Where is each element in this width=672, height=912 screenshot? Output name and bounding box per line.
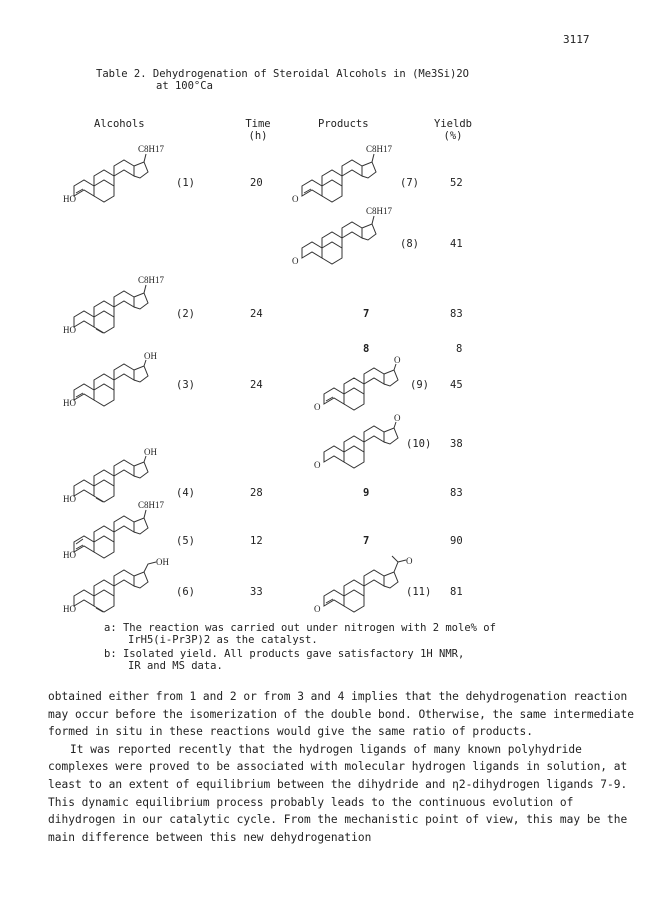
product-11-structure [310, 556, 430, 626]
time-3: 24 [250, 379, 263, 391]
o-label-p11: O [314, 604, 321, 614]
paragraph-1: obtained either from 1 and 2 or from 3 and 4 implies that the dehydrogenation reaction may occur before the isomerization of the double bond. Otherwise, the same intermediate formed in situ in these reactions would give the same ratio of products. [48, 690, 634, 739]
ho-label-a2: HO [63, 325, 76, 335]
paragraph-2: It was reported recently that the hydrogen ligands of many known polyhydride complexes were proved to be associated with molecular hydrogen ligands in solution, at least to an extent of equilibrium between the dihydride and η2-dihydrogen ligands 7-9. This dynamic equilibrium process probably leads to the continuous evolution of dihydrogen in our catalytic cycle. From the mechanistic point of view, this may be the main difference between this new dehydrogenation [48, 742, 628, 844]
product-9-label: (9) [410, 379, 429, 391]
o-label-p8: O [292, 256, 299, 266]
table-caption-line2: at 100°Ca [156, 80, 213, 92]
yield-2: 41 [450, 238, 463, 250]
c8h17-label: C8H17 [138, 144, 165, 154]
alcohol-1-structure [60, 146, 180, 216]
o-label-p9: O [314, 402, 321, 412]
header-yield [430, 118, 476, 142]
ho-label-a6: HO [63, 604, 76, 614]
product-10-label: (10) [406, 438, 432, 450]
footnote-a-line2: IrH5(i-Pr3P)2 as the catalyst. [128, 634, 318, 646]
time-2: 24 [250, 308, 263, 320]
c8h17-label-a5: C8H17 [138, 500, 165, 510]
product-ref-8: 8 [363, 343, 370, 355]
footnote-b-line1: b: Isolated yield. All products gave satisfactory 1H NMR, [104, 648, 465, 660]
footnote-b-line2: IR and MS data. [128, 660, 223, 672]
product-10-structure [310, 412, 430, 482]
footnote-a [104, 622, 496, 646]
ho-label-a5: HO [63, 550, 76, 560]
product-11-label: (11) [406, 586, 432, 598]
product-8-structure [288, 208, 408, 278]
o-label-p11-top: O [406, 556, 413, 566]
oh-label-a3: OH [144, 351, 157, 361]
table-caption [96, 68, 469, 92]
c8h17-label-a2: C8H17 [138, 275, 165, 285]
o-label-p7: O [292, 194, 299, 204]
alcohol-6-label: (6) [176, 586, 195, 598]
alcohol-6-structure [60, 556, 180, 626]
alcohol-3-label: (3) [176, 379, 195, 391]
footnote-a-line1: a: The reaction was carried out under nitrogen with 2 mole% of [104, 622, 496, 634]
header-yield-unit: (%) [443, 130, 463, 142]
product-7-label: (7) [400, 177, 419, 189]
yield-3: 83 [450, 308, 463, 320]
alcohol-2-structure [60, 277, 180, 347]
o-label-p9-top: O [394, 355, 401, 365]
ho-label-a4: HO [63, 494, 76, 504]
alcohol-2-label: (2) [176, 308, 195, 320]
o-label-p10: O [314, 460, 321, 470]
c8h17-label-p8: C8H17 [366, 206, 393, 216]
yield-5: 45 [450, 379, 463, 391]
time-5: 12 [250, 535, 263, 547]
header-time [238, 118, 278, 142]
product-ref-7: 7 [363, 308, 370, 320]
header-products: Products [318, 118, 369, 130]
alcohol-4-label: (4) [176, 487, 195, 499]
yield-7: 83 [450, 487, 463, 499]
body-text [48, 688, 638, 846]
alcohol-3-structure [60, 350, 180, 420]
yield-4: 8 [456, 343, 463, 355]
time-6: 33 [250, 586, 263, 598]
yield-8: 90 [450, 535, 463, 547]
alcohol-5-label: (5) [176, 535, 195, 547]
page-number: 3117 [563, 33, 590, 46]
oh-label-a6: OH [156, 557, 169, 567]
c8h17-label-p7: C8H17 [366, 144, 393, 154]
o-label-p10-top: O [394, 413, 401, 423]
yield-1: 52 [450, 177, 463, 189]
product-ref-9: 9 [363, 487, 370, 499]
time-1: 20 [250, 177, 263, 189]
product-ref-7b: 7 [363, 535, 370, 547]
product-8-label: (8) [400, 238, 419, 250]
footnote-b [104, 648, 464, 672]
ho-label-a3: HO [63, 398, 76, 408]
oh-label-a4: OH [144, 447, 157, 457]
alcohol-1-label: (1) [176, 177, 195, 189]
header-yield-label: Yieldb [434, 118, 472, 130]
header-time-unit: (h) [248, 130, 268, 142]
time-4: 28 [250, 487, 263, 499]
header-time-label: Time [245, 118, 271, 130]
yield-6: 38 [450, 438, 463, 450]
ho-label: HO [63, 194, 76, 204]
header-alcohols: Alcohols [94, 118, 145, 130]
table-caption-line1: Table 2. Dehydrogenation of Steroidal Alcohols in (Me3Si)2O [96, 68, 469, 80]
yield-9: 81 [450, 586, 463, 598]
